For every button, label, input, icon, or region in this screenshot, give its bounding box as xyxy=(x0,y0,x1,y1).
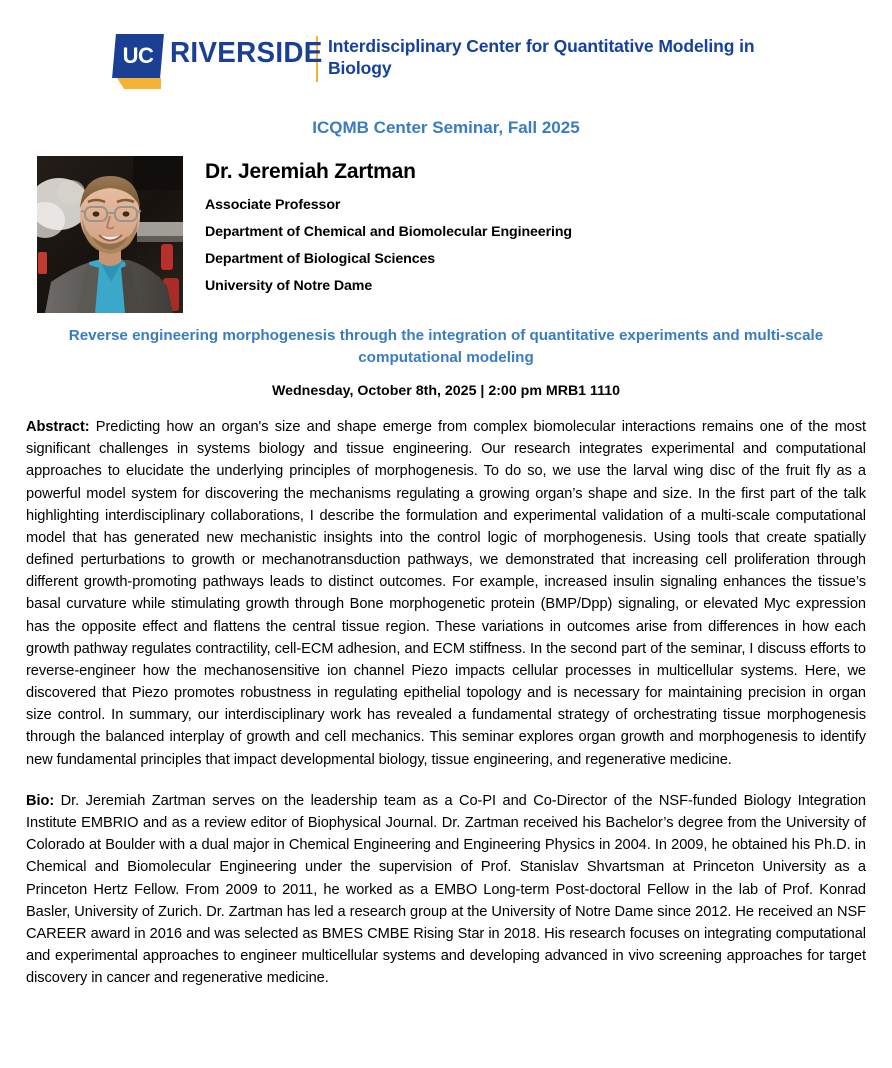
bio-body: Dr. Jeremiah Zartman serves on the leadership team as a Co-PI and Co-Director of the NSF-funded Biology Integration Institute EMBRIO and as a review editor of Biophysical Journal. Dr. Zartman received his Bachelor’s degree from the University of Colorado at Boulder with a dual major in Chemical Engineering and Engineering Physics in 2004. In 2009, he obtained his Ph.D. in Chemical and Biomolecular Engineering under the supervision of Prof. Stanislav Shvartsman at Princeton University as a Princeton Hertz Fellow. From 2009 to 2011, he worked as a EMBO Long-term Post-doctoral Fellow in the lab of Prof. Konrad Basler, University of Zurich. Dr. Zartman has led a research group at the University of Notre Dame since 2012. He received an NSF CAREER award in 2016 and was selected as BMES CMBE Rising Star in 2018. His research focuses on integrating computational and experimental approaches to engineer multicellular systems and developing advanced in vivo screening approaches for target discovery in cancer and regenerative medicine. xyxy=(26,792,866,987)
talk-title: Reverse engineering morphogenesis through the integration of quantitative experiments and multi-scale computational modeling xyxy=(68,327,824,367)
bio-paragraph xyxy=(26,790,866,990)
speaker-affiliation-secondary: Department of Biological Sciences xyxy=(205,251,436,267)
header xyxy=(26,0,866,90)
seminar-series-label: ICQMB Center Seminar, Fall 2025 xyxy=(312,118,580,137)
speaker-name: Dr. Jeremiah Zartman xyxy=(205,160,416,183)
uc-riverside-logo xyxy=(114,34,323,90)
speaker-photo-graphic xyxy=(37,156,183,313)
talk-datetime-location: Wednesday, October 8th, 2025 | 2:00 pm MRB1 1110 xyxy=(271,383,621,400)
abstract-label: Abstract: xyxy=(26,419,90,436)
abstract-body: Predicting how an organ's size and shape emerge from complex biomolecular interactions remains one of the most significant challenges in systems biology and tissue engineering. Our research integrates experimental and computational approaches to elucidate the underlying principles of morphogenesis. To do so, we use the larval wing disc of the fruit fly as a powerful model system for discovering the mechanisms regulating a growing organ’s shape and size. In the first part of the talk highlighting interdisciplinary collaborations, I describe the formulation and experimental validation of a multi-scale computational model that has generated new mechanistic insights into the control logic of morphogenesis. Using tools that create spatially defined perturbations to growth or mechanotransduction pathways, we demonstrated that increasing cell proliferation through different growth-promoting pathways leads to distinct outcomes. For example, increased insulin signaling enhances the tissue’s basal curvature while stimulating growth through Bone morphogenetic protein (BMP/Dpp) signaling, or elevated Myc expression has the opposite effect and flattens the central tissue region. These variations in outcomes arise from differences in how each growth pathway regulates contractility, cell-ECM adhesion, and ECM stiffness. In the second part of the seminar, I discuss efforts to reverse-engineer how the mechanosensitive ion channel Piezo impacts cellular processes in multicellular systems. Here, we discovered that Piezo promotes robustness in regulating epithelial topology and is necessary for maintaining precision in organ size control. In summary, our interdisciplinary work has revealed a fundamental strategy of orchestrating tissue morphogenesis through the balanced interplay of growth and cell mechanics. This seminar explores organ growth and morphogenesis to identify new fundamental principles that impact developmental biology, tissue engineering, and regenerative medicine. xyxy=(26,419,866,768)
speaker-photo xyxy=(37,156,183,313)
speaker-info xyxy=(183,156,572,313)
center-name: Interdisciplinary Center for Quantitative Modeling in Biology xyxy=(328,36,755,79)
speaker-title: Associate Professor xyxy=(205,197,341,213)
uc-badge-label: UC xyxy=(122,43,154,68)
speaker-affiliation-primary: Department of Chemical and Biomolecular Engineering xyxy=(205,224,572,240)
abstract-paragraph xyxy=(26,416,866,771)
uc-wordmark: RIVERSIDE xyxy=(170,37,323,69)
bio-label: Bio: xyxy=(26,792,55,809)
speaker-institution: University of Notre Dame xyxy=(205,278,373,294)
speaker-block xyxy=(26,156,866,313)
uc-gold-accent xyxy=(117,78,161,89)
